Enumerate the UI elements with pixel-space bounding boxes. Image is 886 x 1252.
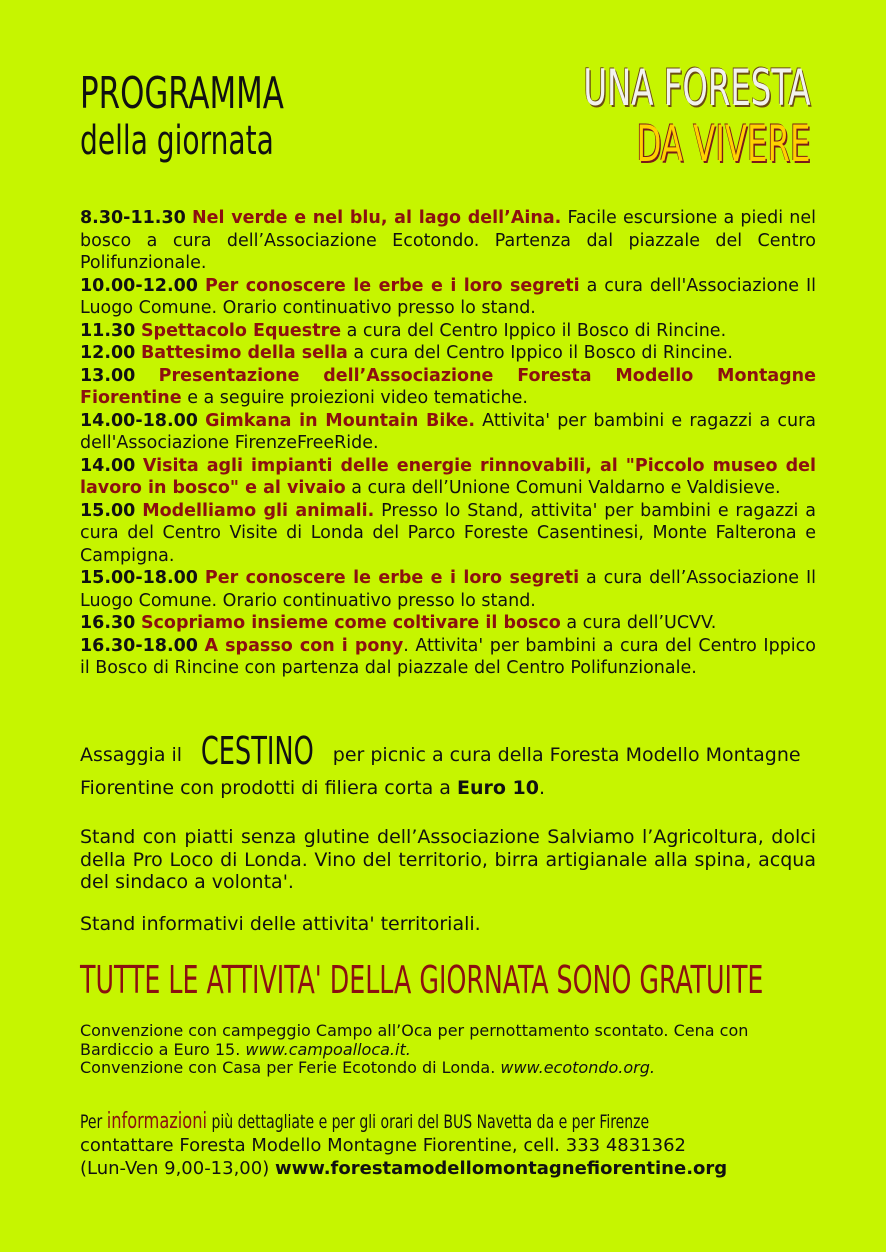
cestino-paragraph — [80, 729, 816, 805]
convenzione-campeggio-text: Convenzione con campeggio Campo all’Oca per pernottamento scontato. Cena con Bardiccio a Euro 15. — [80, 1021, 749, 1059]
program-title: Visita agli impianti delle energie rinnovabili, al "Piccolo museo del lavoro in bosco" e al vivaio — [80, 455, 816, 498]
program-title: Modelliamo gli animali. — [142, 500, 375, 521]
program-item — [80, 207, 816, 275]
cestino-end: . — [538, 777, 546, 799]
title-programma: PROGRAMMA — [80, 68, 284, 119]
program-time: 16.30 — [80, 613, 136, 633]
convenzioni — [80, 1022, 816, 1078]
program-item — [80, 342, 816, 365]
program-desc: Presso lo Stand, attivita' per bambini e ragazzi a cura del Centro Visite di Londa del Parco Foreste Casentinesi, Monte Falterona e Campigna. — [80, 500, 816, 566]
ecotondo-link[interactable]: www.ecotondo.org. — [500, 1058, 655, 1077]
program-desc: a cura dell'Associazione Il Luogo Comune. Orario continuativo presso lo stand. — [80, 275, 816, 318]
info-per: Per — [80, 1111, 107, 1133]
program-title: Presentazione dell’Associazione Foresta Modello Montagne Fiorentine — [80, 365, 816, 408]
program-desc: Attivita' per bambini e ragazzi a cura dell'Associazione FirenzeFreeRide. — [80, 410, 816, 453]
program-desc: a cura dell’UCVV. — [560, 613, 717, 633]
page-title — [80, 68, 380, 166]
program-title: Scopriamo insieme come coltivare il bosco — [140, 613, 561, 633]
program-title: Per conoscere le erbe e i loro segreti — [204, 275, 580, 296]
program-desc: Facile escursione a piedi nel bosco a cura dell’Associazione Ecotondo. Partenza dal piazzale del Centro Polifunzionale. — [80, 208, 816, 273]
program-desc: a cura del Centro Ippico il Bosco di Rincine. — [347, 343, 733, 363]
info-line2: contattare Foresta Modello Montagne Fiorentine, cell. 333 4831362 — [80, 1135, 686, 1156]
informazioni-word: informazioni — [106, 1109, 208, 1134]
program-desc: a cura dell’Unione Comuni Valdarno e Valdisieve. — [345, 478, 781, 498]
program-desc: e a seguire proiezioni video tematiche. — [181, 388, 528, 408]
program-time: 14.00-18.00 — [80, 410, 198, 431]
program-list — [80, 207, 816, 680]
cestino-price: Euro 10 — [457, 777, 539, 799]
program-title: A spasso con i pony — [204, 635, 404, 656]
website-link[interactable]: www.forestamodellomontagnefiorentine.org — [274, 1158, 728, 1179]
cestino-pre: Assaggia il — [80, 744, 189, 766]
info-rest: più dettagliate e per gli orari del BUS Navetta da e per Firenze — [207, 1111, 650, 1133]
program-title: Nel verde e nel blu, al lago dell’Aina. — [191, 208, 562, 228]
convenzione-ecotondo-text: Convenzione con Casa per Ferie Ecotondo di Londa. — [80, 1058, 501, 1077]
program-time: 11.30 — [80, 320, 136, 341]
program-item — [80, 635, 816, 680]
program-item — [80, 275, 816, 320]
info-hours: (Lun-Ven 9,00-13,00) — [80, 1158, 275, 1179]
program-time: 14.00 — [80, 455, 136, 476]
program-item — [80, 567, 816, 612]
program-time: 16.30-18.00 — [80, 635, 198, 656]
campoalloca-link[interactable]: www.campoalloca.it. — [245, 1039, 411, 1059]
free-activities-banner: TUTTE LE ATTIVITA' DELLA GIORNATA SONO GRATUITE — [80, 958, 764, 1002]
convenzione-ecotondo — [80, 1059, 816, 1078]
program-time: 15.00 — [80, 500, 136, 521]
info-line3 — [80, 1157, 840, 1180]
convenzione-campeggio — [80, 1022, 816, 1059]
program-title: Per conoscere le erbe e i loro segreti — [204, 568, 580, 588]
cestino-word: CESTINO — [200, 729, 314, 773]
program-item — [80, 320, 816, 343]
program-time: 15.00-18.00 — [80, 568, 198, 588]
program-desc: a cura del Centro Ippico il Bosco di Rincine. — [341, 320, 727, 341]
program-title: Spettacolo Equestre — [140, 320, 342, 341]
program-item — [80, 500, 816, 568]
program-item — [80, 365, 816, 410]
program-item — [80, 612, 816, 635]
program-desc: a cura dell’Associazione Il Luogo Comune. Orario continuativo presso lo stand. — [80, 568, 816, 611]
cestino-post: per picnic a cura della Foresta Modello Montagne Fiorentine con prodotti di filiera corta a — [80, 744, 801, 799]
event-title — [495, 60, 810, 172]
event-title-line2: DA VIVERE — [635, 115, 810, 173]
program-title: Battesimo della sella — [140, 343, 348, 363]
title-della-giornata: della giornata — [80, 118, 274, 164]
info-line1 — [80, 1110, 840, 1134]
event-title-line1: UNA FORESTA — [582, 59, 810, 117]
stand-food-paragraph: Stand con piatti senza glutine dell’Associazione Salviamo l’Agricoltura, dolci della Pro Loco di Londa. Vino del territorio, birra artigianale alla spina, acqua del sindaco a volonta'. — [80, 826, 816, 893]
program-time: 8.30-11.30 — [80, 208, 186, 228]
program-time: 12.00 — [80, 343, 136, 363]
info-block — [80, 1110, 840, 1180]
program-item — [80, 410, 816, 455]
program-time: 10.00-12.00 — [80, 275, 198, 296]
program-time: 13.00 — [80, 365, 136, 386]
program-desc: . Attivita' per bambini a cura del Centro Ippico il Bosco di Rincine con partenza dal piazzale del Centro Polifunzionale. — [80, 635, 816, 678]
stand-info-paragraph: Stand informativi delle attivita' territoriali. — [80, 913, 481, 935]
program-title: Gimkana in Mountain Bike. — [205, 410, 476, 431]
program-item — [80, 455, 816, 500]
info-line1-text — [80, 1110, 649, 1134]
